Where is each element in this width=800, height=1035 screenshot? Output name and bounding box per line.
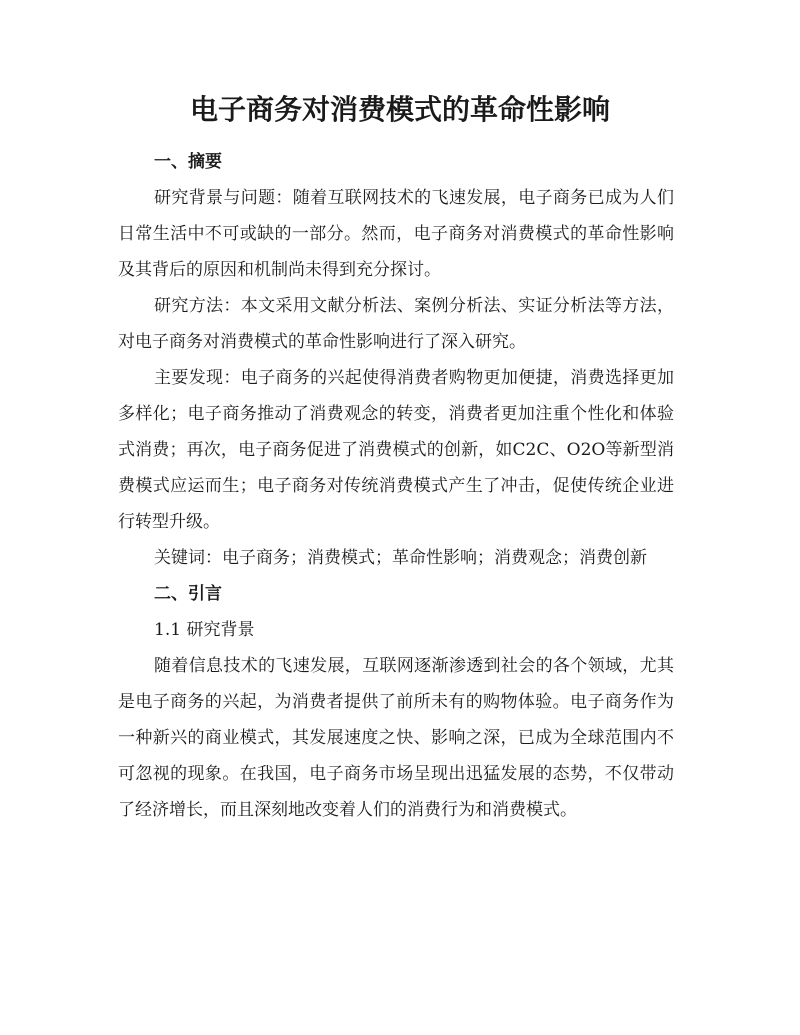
section-heading-introduction: 二、引言 <box>154 584 222 604</box>
section-heading-abstract: 一、摘要 <box>154 152 222 172</box>
introduction-paragraph: 随着信息技术的飞速发展，互联网逐渐渗透到社会的各个领域，尤其是电子商务的兴起，为消费者提供了前所未有的购物体验。电子商务作为一种新兴的商业模式，其发展速度之快、影响之深，已成为全球范围内不可忽视的现象。在我国，电子商务市场呈现出迅猛发展的态势，不仅带动了经济增长，而且深刻地改变着人们的消费行为和消费模式。 <box>118 656 674 820</box>
abstract-keywords-paragraph: 关键词：电子商务；消费模式；革命性影响；消费观念；消费创新 <box>154 548 647 568</box>
abstract-findings-paragraph: 主要发现：电子商务的兴起使得消费者购物更加便捷，消费选择更加多样化；电子商务推动了消费观念的转变，消费者更加注重个性化和体验式消费；再次，电子商务促进了消费模式的创新，如C2C、O2O等新型消费模式应运而生；电子商务对传统消费模式产生了冲击，促使传统企业进行转型升级。 <box>118 368 674 532</box>
subsection-heading-research-background: 1.1 研究背景 <box>154 620 255 640</box>
document-title: 电子商务对消费模式的革命性影响 <box>189 93 610 126</box>
abstract-methods-paragraph: 研究方法：本文采用文献分析法、案例分析法、实证分析法等方法，对电子商务对消费模式的革命性影响进行了深入研究。 <box>118 296 674 352</box>
document-body <box>118 144 674 828</box>
abstract-background-paragraph: 研究背景与问题：随着互联网技术的飞速发展，电子商务已成为人们日常生活中不可或缺的一部分。然而，电子商务对消费模式的革命性影响及其背后的原因和机制尚未得到充分探讨。 <box>118 188 674 280</box>
